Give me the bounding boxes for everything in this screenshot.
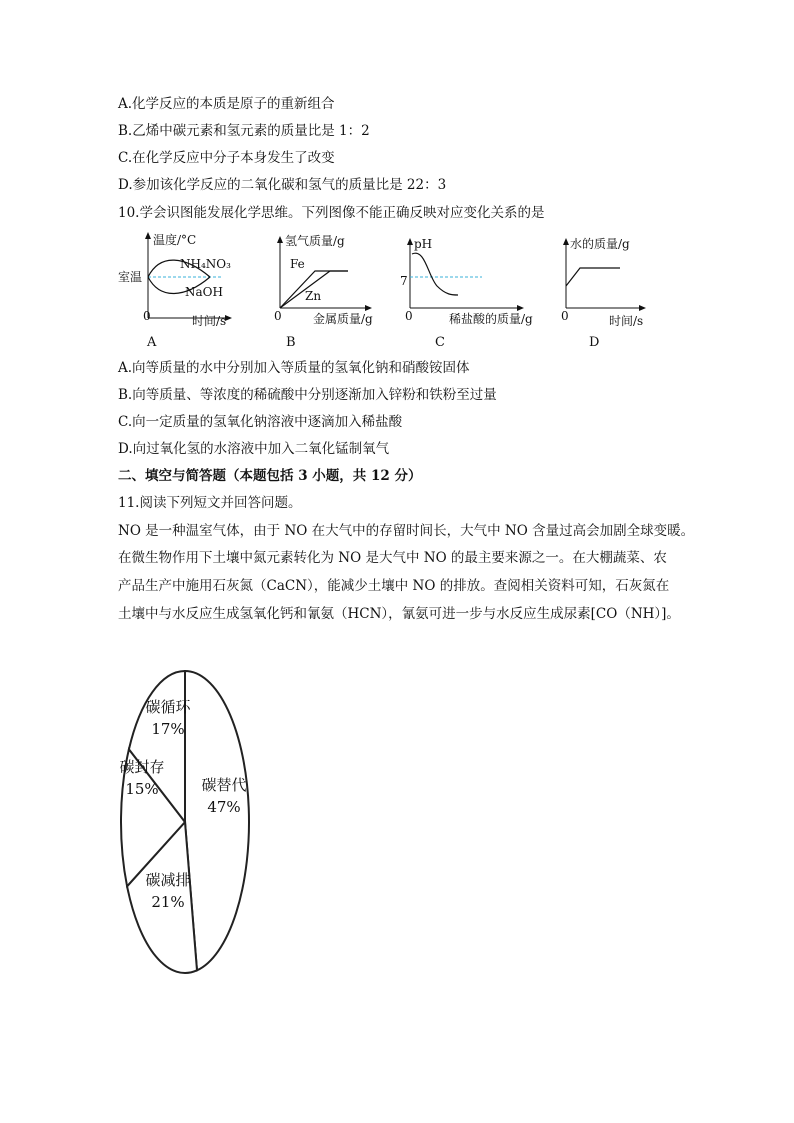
- graph-a-ylabel: 温度/°C: [153, 233, 197, 247]
- q10-option-b: B.向等质量、等浓度的稀硫酸中分别逐渐加入锌粉和铁粉至过量: [118, 387, 497, 403]
- pie-slice-name-2: 碳减排: [145, 871, 191, 889]
- graph-b-origin: 0: [274, 309, 282, 323]
- graph-d: [561, 236, 646, 350]
- q9-option-b: B.乙烯中碳元素和氢元素的质量比是 1：2: [118, 123, 370, 139]
- q11-paragraph-line-4: 土壤中与水反应生成氢氧化钙和氰氨（HCN），氰氨可进一步与水反应生成尿素[CO（NH）]。: [118, 606, 680, 622]
- q11-paragraph-line-3: 产品生产中施用石灰氮（CaCN），能减少土壤中 NO 的排放。查阅相关资料可知，石灰氮在: [118, 578, 670, 594]
- graph-b: [274, 233, 373, 350]
- graph-a-room-temp-label: 室温: [118, 270, 143, 284]
- pie-chart: [0, 640, 794, 980]
- graph-a-origin: 0: [143, 309, 151, 323]
- graph-c-ylabel: pH: [414, 237, 433, 251]
- pie-slice-percent-1: 47%: [207, 798, 241, 816]
- graph-a-xlabel: 时间/s: [192, 314, 227, 328]
- pie-slice-name-3: 碳封存: [119, 758, 165, 776]
- section2-heading: 二、填空与简答题（本题包括 3 小题，共 12 分）: [118, 468, 422, 484]
- graph-b-caption: B: [286, 335, 296, 350]
- pie-slice-name-4: 碳循环: [145, 698, 191, 716]
- graph-c-ph7-label: 7: [400, 274, 408, 288]
- graph-d-caption: D: [589, 335, 600, 350]
- q11-paragraph-line-1: NO 是一种温室气体，由于 NO 在大气中的存留时间长，大气中 NO 含量过高会加剧全球变暖。: [118, 523, 695, 539]
- pie-slice-percent-3: 15%: [125, 780, 159, 798]
- graph-d-ylabel: 水的质量/g: [570, 237, 630, 251]
- graph-b-ylabel: 氢气质量/g: [285, 234, 345, 248]
- pie-slice-name-1: 碳替代: [201, 776, 247, 794]
- graph-a-naoh-label: NaOH: [185, 285, 223, 299]
- q10-option-d: D.向过氧化氢的水溶液中加入二氧化锰制氧气: [118, 441, 390, 457]
- graph-a-nh4no3-label: NH₄NO₃: [180, 257, 231, 271]
- graph-c-caption: C: [435, 335, 445, 350]
- graph-a: [118, 232, 232, 350]
- q9-option-a: A.化学反应的本质是原子的重新组合: [118, 96, 335, 112]
- q9-option-c: C.在化学反应中分子本身发生了改变: [118, 150, 335, 166]
- q10-stem: 10.学会识图能发展化学思维。下列图像不能正确反映对应变化关系的是: [118, 205, 545, 221]
- graph-b-xlabel: 金属质量/g: [313, 312, 373, 326]
- graph-b-zn-label: Zn: [305, 289, 322, 303]
- q9-option-d: D.参加该化学反应的二氧化碳和氢气的质量比是 22：3: [118, 177, 447, 193]
- graph-c-xlabel: 稀盐酸的质量/g: [449, 312, 533, 326]
- q11-stem: 11.阅读下列短文并回答问题。: [118, 495, 302, 511]
- q10-graphs: [0, 228, 794, 358]
- q10-option-a: A.向等质量的水中分别加入等质量的氢氧化钠和硝酸铵固体: [118, 360, 470, 376]
- pie-slice-percent-2: 21%: [151, 893, 185, 911]
- q10-option-c: C.向一定质量的氢氧化钠溶液中逐滴加入稀盐酸: [118, 414, 403, 430]
- q11-paragraph-line-2: 在微生物作用下土壤中氮元素转化为 NO 是大气中 NO 的最主要来源之一。在大棚蔬菜、农: [118, 550, 667, 566]
- graph-c: [400, 237, 533, 350]
- pie-slice-percent-4: 17%: [151, 720, 185, 738]
- graph-a-caption: A: [147, 335, 157, 350]
- graph-c-origin: 0: [405, 309, 413, 323]
- graph-b-fe-label: Fe: [290, 257, 305, 271]
- graph-d-origin: 0: [561, 309, 569, 323]
- graph-d-xlabel: 时间/s: [609, 314, 644, 328]
- pie-slice-1: [185, 671, 249, 970]
